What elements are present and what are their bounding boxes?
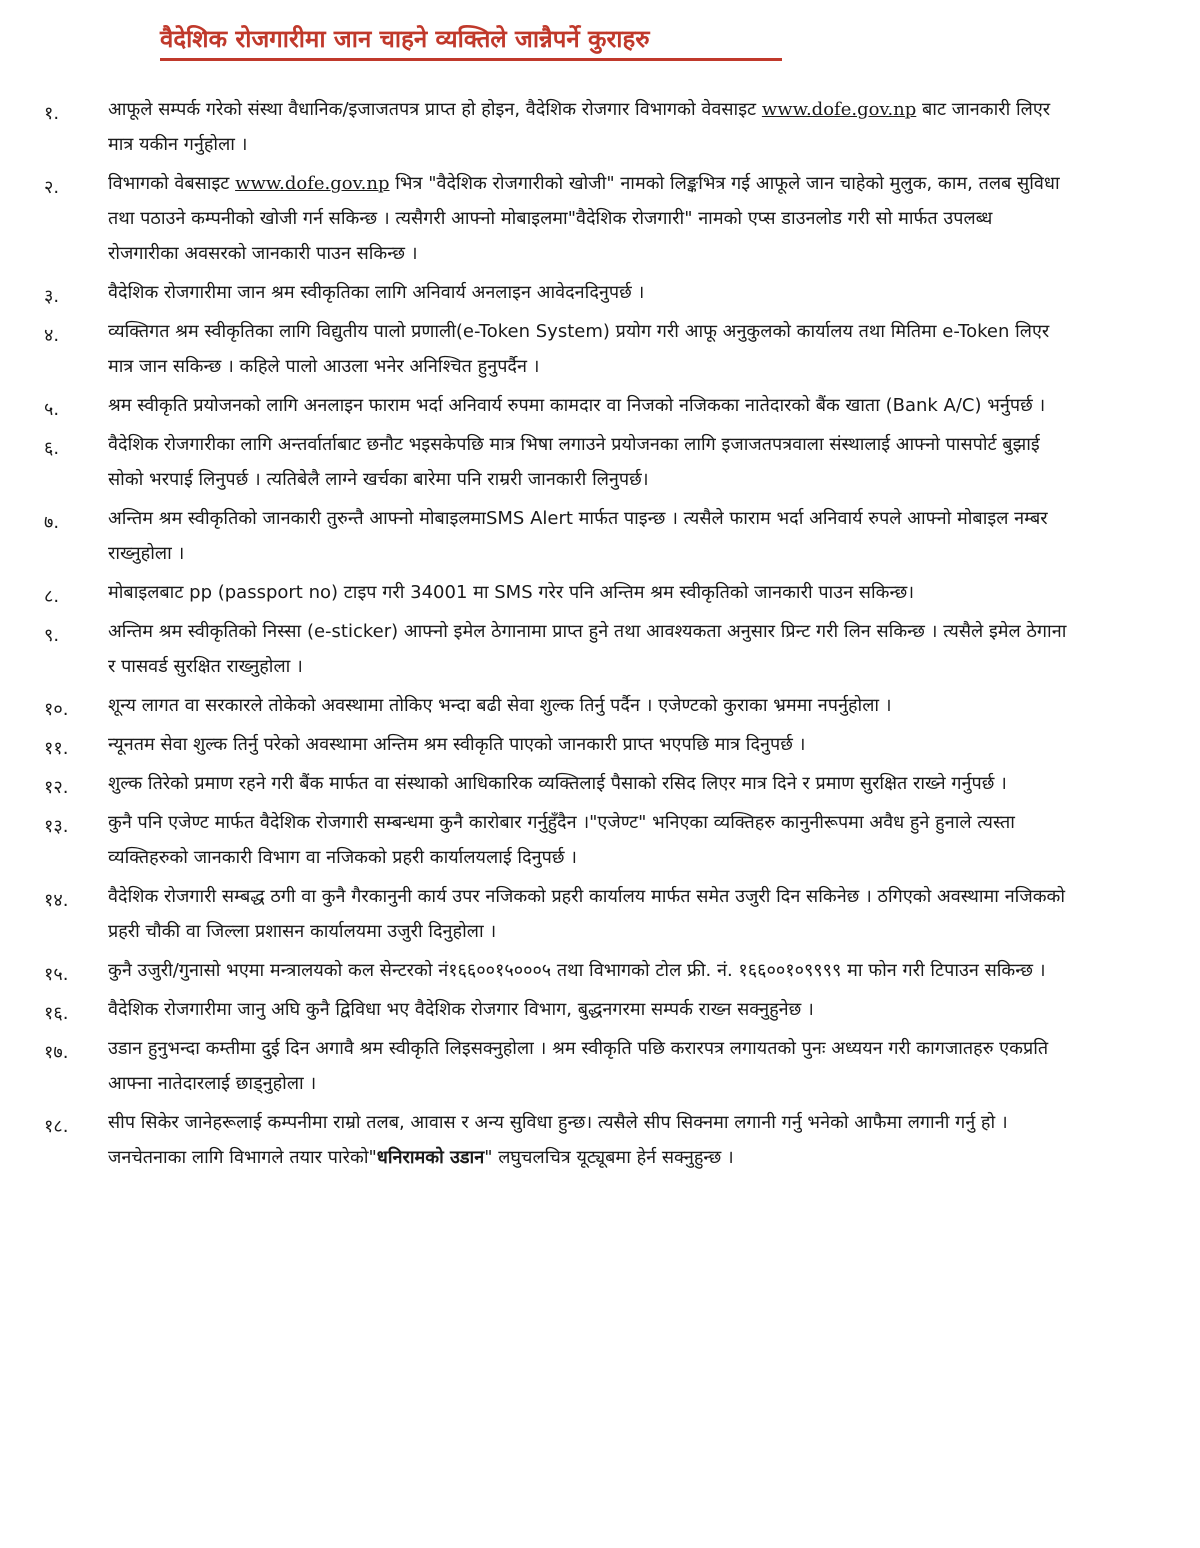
list-item	[0, 614, 1200, 684]
item-number: ११.	[44, 738, 69, 759]
item-text: आफूले सम्पर्क गरेको संस्था वैधानिक/इजाजतपत्र प्राप्त हो होइन, वैदेशिक रोजगार विभागको वेवसाइट www.dofe.gov.np बाट जानकारी लिएर मात्र यकीन गर्नुहोला ।	[108, 99, 1051, 155]
item-text: वैदेशिक रोजगारीमा जान श्रम स्वीकृतिका लागि अनिवार्य अनलाइन आवेदनदिनुपर्छ ।	[108, 282, 645, 303]
item-number: ९.	[44, 625, 60, 646]
list-item	[0, 314, 1200, 384]
list-item	[0, 1105, 1200, 1175]
title-block	[160, 22, 800, 61]
item-text: श्रम स्वीकृति प्रयोजनको लागि अनलाइन फाराम भर्दा अनिवार्य रुपमा कामदार वा निजको नजिकका नातेदारको बैंक खाता (Bank A/C) भर्नुपर्छ ।	[108, 395, 1046, 416]
list-item	[0, 879, 1200, 949]
item-text: शुल्क तिरेको प्रमाण रहने गरी बैंक मार्फत वा संस्थाको आधिकारिक व्यक्तिलाई पैसाको रसिद लिएर मात्र दिने र प्रमाण सुरक्षित राख्ने गर्नुपर्छ ।	[108, 773, 1007, 794]
dofe-website-link[interactable]: www.dofe.gov.np	[235, 173, 390, 194]
item-text: मोबाइलबाट pp (passport no) टाइप गरी 34001 मा SMS गरेर पनि अन्तिम श्रम स्वीकृतिको जानकारी पाउन सकिन्छ।	[108, 582, 915, 603]
film-title: धनिरामको उडान	[376, 1147, 485, 1168]
item-text: वैदेशिक रोजगारीमा जानु अघि कुनै द्विविधा भए वैदेशिक रोजगार विभाग, बुद्धनगरमा सम्पर्क राख्न सक्नुहुनेछ ।	[108, 999, 814, 1020]
item-text: व्यक्तिगत श्रम स्वीकृतिका लागि विद्युतीय पालो प्रणाली(e-Token System) प्रयोग गरी आफू अनुकुलको कार्यालय तथा मितिमा e-Token लिएर मात्र जान सकिन्छ । कहिले पालो आउला भनेर अनिश्चित हुनुपर्दैन ।	[108, 321, 1050, 377]
item-number: १६.	[44, 1003, 69, 1024]
page-title: वैदेशिक रोजगारीमा जान चाहने व्यक्तिले जान्नैपर्ने कुराहरु	[160, 25, 650, 53]
list-item	[0, 727, 1200, 762]
list-item	[0, 275, 1200, 310]
item-text: अन्तिम श्रम स्वीकृतिको निस्सा (e-sticker) आफ्नो इमेल ठेगानामा प्राप्त हुने तथा आवश्यकता अनुसार प्रिन्ट गरी लिन सकिन्छ । त्यसैले इमेल ठेगाना र पासवर्ड सुरक्षित राख्नुहोला ।	[108, 621, 1067, 677]
list-item	[0, 427, 1200, 497]
item-number: ४.	[44, 325, 60, 346]
list-item	[0, 166, 1200, 271]
item-number: १३.	[44, 816, 69, 837]
list-item	[0, 92, 1200, 162]
item-number: १८.	[44, 1116, 69, 1137]
item-text: अन्तिम श्रम स्वीकृतिको जानकारी तुरुन्तै आफ्नो मोबाइलमाSMS Alert मार्फत पाइन्छ । त्यसैले फाराम भर्दा अनिवार्य रुपले आफ्नो मोबाइल नम्बर राख्नुहोला ।	[108, 508, 1048, 564]
item-number: १५.	[44, 964, 69, 985]
item-text: विभागको वेबसाइट www.dofe.gov.np भित्र "वैदेशिक रोजगारीको खोजी" नामको लिङ्कभित्र गई आफूले जान चाहेको मुलुक, काम, तलब सुविधा तथा पठाउने कम्पनीको खोजी गर्न सकिन्छ । त्यसैगरी आफ्नो मोबाइलमा"वैदेशिक रोजगारी" नामको एप्स डाउनलोड गरी सो मार्फत उपलब्ध रोजगारीका अवसरको जानकारी पाउन सकिन्छ ।	[108, 173, 1060, 264]
item-number: ५.	[44, 399, 60, 420]
list-item	[0, 992, 1200, 1027]
item-text: सीप सिकेर जानेहरूलाई कम्पनीमा राम्रो तलब, आवास र अन्य सुविधा हुन्छ। त्यसैले सीप सिक्नमा लगानी गर्नु भनेको आफैमा लगानी गर्नु हो । जनचेतनाका लागि विभागले तयार पारेको"धनिरामको उडान" लघुचलचित्र यूट्यूबमा हेर्न सक्नुहुन्छ ।	[108, 1112, 1008, 1168]
item-number: ८.	[44, 586, 60, 607]
item-number: ३.	[44, 286, 60, 307]
item-text: वैदेशिक रोजगारी सम्बद्ध ठगी वा कुनै गैरकानुनी कार्य उपर नजिकको प्रहरी कार्यालय मार्फत समेत उजुरी दिन सकिनेछ । ठगिएको अवस्थामा नजिकको प्रहरी चौकी वा जिल्ला प्रशासन कार्यालयमा उजुरी दिनुहोला ।	[108, 886, 1066, 942]
list-item	[0, 575, 1200, 610]
list-item	[0, 766, 1200, 801]
title-underline	[160, 58, 782, 61]
item-text: वैदेशिक रोजगारीका लागि अन्तर्वार्ताबाट छनौट भइसकेपछि मात्र भिषा लगाउने प्रयोजनका लागि इजाजतपत्रवाला संस्थालाई आफ्नो पासपोर्ट बुझाई सोको भरपाई लिनुपर्छ । त्यतिबेलै लाग्ने खर्चका बारेमा पनि राम्ररी जानकारी लिनुपर्छ।	[108, 434, 1040, 490]
list-item	[0, 805, 1200, 875]
list-item	[0, 388, 1200, 423]
list-item	[0, 953, 1200, 988]
list-item	[0, 688, 1200, 723]
item-number: ७.	[44, 512, 60, 533]
item-number: १०.	[44, 699, 69, 720]
item-text: कुनै पनि एजेण्ट मार्फत वैदेशिक रोजगारी सम्बन्धमा कुनै कारोबार गर्नुहुँदैन ।"एजेण्ट" भनिएका व्यक्तिहरु कानुनीरूपमा अवैध हुने हुनाले त्यस्ता व्यक्तिहरुको जानकारी विभाग वा नजिकको प्रहरी कार्यालयलाई दिनुपर्छ ।	[108, 812, 1015, 868]
item-number: १२.	[44, 777, 69, 798]
item-number: ६.	[44, 438, 60, 459]
item-number: १.	[44, 103, 60, 124]
item-text: न्यूनतम सेवा शुल्क तिर्नु परेको अवस्थामा अन्तिम श्रम स्वीकृति पाएको जानकारी प्राप्त भएपछि मात्र दिनुपर्छ ।	[108, 734, 806, 755]
item-text: कुनै उजुरी/गुनासो भएमा मन्त्रालयको कल सेन्टरको नं१६६००१५०००५ तथा विभागको टोल फ्री. नं. १६६००१०९९९९ मा फोन गरी टिपाउन सकिन्छ ।	[108, 960, 1046, 981]
list-item	[0, 1031, 1200, 1101]
list-item	[0, 501, 1200, 571]
item-text: शून्य लागत वा सरकारले तोकेको अवस्थामा तोकिए भन्दा बढी सेवा शुल्क तिर्नु पर्दैन । एजेण्टको कुराका भ्रममा नपर्नुहोला ।	[108, 695, 892, 716]
dofe-website-link[interactable]: www.dofe.gov.np	[761, 99, 917, 120]
item-text: उडान हुनुभन्दा कम्तीमा दुई दिन अगावै श्रम स्वीकृति लिइसक्नुहोला । श्रम स्वीकृति पछि करारपत्र लगायतको पुनः अध्ययन गरी कागजातहरु एकप्रति आफ्ना नातेदारलाई छाड्नुहोला ।	[108, 1038, 1049, 1094]
item-number: १७.	[44, 1042, 69, 1063]
item-number: १४.	[44, 890, 69, 911]
item-number: २.	[44, 177, 60, 198]
numbered-list	[0, 92, 1200, 1179]
